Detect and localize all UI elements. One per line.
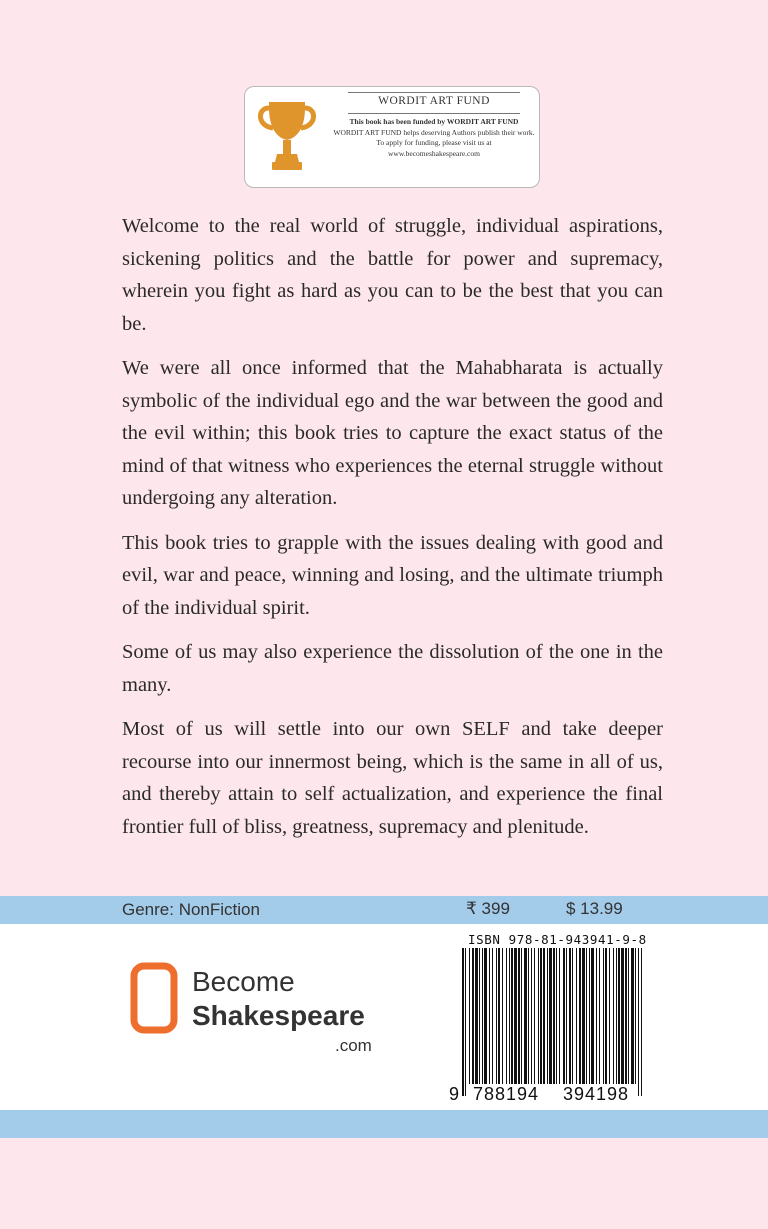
barcode-bar xyxy=(496,948,497,1084)
barcode-bar xyxy=(462,948,464,1096)
barcode-bar xyxy=(534,948,535,1084)
barcode-bar xyxy=(543,948,545,1084)
barcode-bar xyxy=(631,948,634,1084)
price-inr: ₹ 399 xyxy=(466,899,510,918)
fund-line: This book has been funded by WORDIT ART FUND xyxy=(349,117,519,126)
divider xyxy=(348,92,520,93)
trophy-icon xyxy=(255,98,319,178)
barcode-bar xyxy=(591,948,594,1084)
barcode-bar xyxy=(502,948,503,1084)
barcode-bar xyxy=(482,948,483,1084)
barcode-bar xyxy=(472,948,474,1084)
barcode-bar xyxy=(618,948,620,1084)
barcode-bar xyxy=(514,948,517,1096)
blurb-paragraph: This book tries to grapple with the issues dealing with good and evil, war and peace, winning and losing, and the ultimate triumph of the individual spirit. xyxy=(122,531,663,619)
genre-label: Genre: NonFiction xyxy=(122,900,260,919)
barcode-bar xyxy=(566,948,567,1084)
barcode-bar xyxy=(638,948,639,1096)
barcode-bar xyxy=(576,948,577,1084)
barcode-bar xyxy=(521,948,522,1084)
barcode-bar xyxy=(528,948,529,1084)
barcode-bar xyxy=(549,948,552,1084)
info-band xyxy=(0,896,768,924)
barcode-bar xyxy=(556,948,557,1084)
fund-title: WORDIT ART FUND xyxy=(378,95,490,107)
barcode-bar xyxy=(586,948,587,1084)
barcode-bar xyxy=(465,948,466,1096)
blurb-paragraph: Welcome to the real world of struggle, individual aspirations, sickening politics and the battle for power and supremacy, wherein you fight as hard as you can to be the best that you can be. xyxy=(122,215,663,335)
barcode-bar xyxy=(498,948,500,1084)
barcode-bar xyxy=(469,948,470,1084)
barcode-bar xyxy=(599,948,600,1084)
barcode-bar xyxy=(475,948,478,1084)
barcode-bar xyxy=(572,948,573,1084)
logo-text-shakespeare: Shakespeare xyxy=(192,1000,365,1031)
barcode-bar xyxy=(589,948,590,1084)
fund-line: www.becomeshakespeare.com xyxy=(388,148,480,158)
barcode-bar xyxy=(582,948,585,1084)
barcode-bar xyxy=(509,948,510,1084)
barcode-bar xyxy=(596,948,597,1084)
price-usd: $ 13.99 xyxy=(566,899,623,918)
barcode-bar xyxy=(579,948,581,1084)
publisher-band xyxy=(0,924,768,1110)
barcode-bar xyxy=(547,948,548,1084)
barcode-bar xyxy=(553,948,555,1084)
barcode-bar xyxy=(628,948,629,1084)
isbn-label: ISBN 978-81-943941-9-8 xyxy=(468,932,647,947)
barcode-right-digits: 394198 xyxy=(563,1084,630,1104)
barcode-bar xyxy=(616,948,617,1084)
barcode-bar xyxy=(506,948,507,1084)
barcode-bar xyxy=(625,948,627,1084)
funding-badge xyxy=(244,86,540,188)
barcode-bar xyxy=(518,948,520,1084)
barcode-bar xyxy=(641,948,642,1096)
barcode-bar xyxy=(613,948,614,1084)
blurb-paragraph: Most of us will settle into our own SELF and take deeper recourse into our innermost being, which is the same in all of us, and thereby attain to self actualization, and experience the final frontier full of bliss, greatness, supremacy and plenitude. xyxy=(122,718,663,838)
fund-description xyxy=(329,117,539,159)
barcode-bar xyxy=(511,948,513,1084)
barcode-bar xyxy=(479,948,480,1084)
logo-text-domain: .com xyxy=(335,1036,372,1055)
blurb-paragraph: Some of us may also experience the dissolution of the one in the many. xyxy=(122,641,663,696)
barcode-bar xyxy=(492,948,493,1084)
barcode-bar xyxy=(489,948,490,1084)
logo-text-become: Become xyxy=(192,966,295,997)
barcode-bar xyxy=(621,948,624,1084)
blurb xyxy=(122,210,663,855)
barcode-bar xyxy=(559,948,560,1084)
barcode-bar xyxy=(563,948,565,1084)
barcode-left-digits: 788194 xyxy=(473,1084,540,1104)
barcode-bar xyxy=(603,948,604,1084)
barcode-bar xyxy=(524,948,527,1084)
barcode-bar xyxy=(569,948,571,1084)
fund-line: WORDIT ART FUND helps deserving Authors publish their work. xyxy=(333,127,535,137)
bottom-band xyxy=(0,1110,768,1138)
divider xyxy=(348,113,520,114)
phone-logo-icon xyxy=(130,962,178,1034)
barcode-bar xyxy=(484,948,487,1084)
barcode-bar xyxy=(540,948,542,1084)
barcode-first-digit: 9 xyxy=(449,1084,461,1104)
barcode-bar xyxy=(635,948,636,1084)
blurb-paragraph: We were all once informed that the Mahabharata is actually symbolic of the individual ego and the war between the good and the evil within; this book tries to capture the exact status of the mind of that witness who experiences the eternal struggle without undergoing any alteration. xyxy=(122,357,663,509)
barcode-bar xyxy=(605,948,607,1084)
barcode-bar xyxy=(538,948,539,1084)
barcode-bar xyxy=(531,948,532,1084)
fund-line: To apply for funding, please visit us at xyxy=(376,138,492,147)
barcode-bar xyxy=(609,948,610,1084)
